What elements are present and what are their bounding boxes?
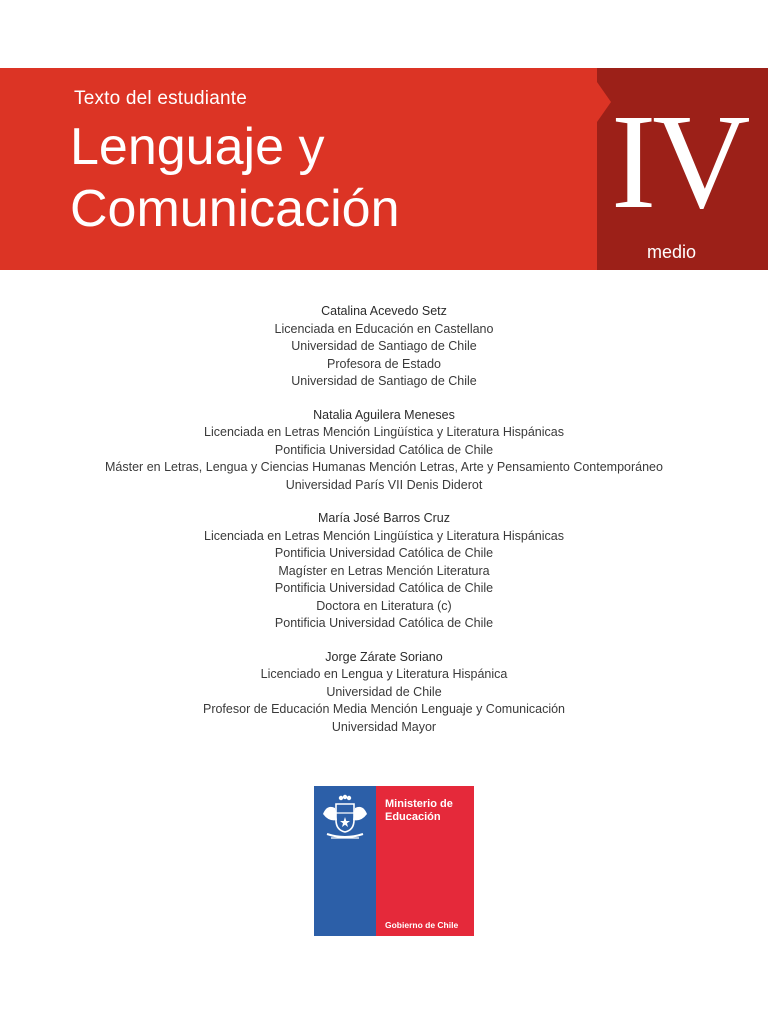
author-credential: Pontificia Universidad Católica de Chile xyxy=(274,442,494,457)
author-name: María José Barros Cruz xyxy=(318,511,450,525)
author-credential: Universidad París VII Denis Diderot xyxy=(285,477,483,492)
author-credential: Pontificia Universidad Católica de Chile xyxy=(274,546,494,560)
chile-coat-of-arms-icon xyxy=(319,794,371,842)
author-credential: Máster en Letras, Lengua y Ciencias Humanas Mención Letras, Arte y Pensamiento Contemporáneo xyxy=(105,460,663,474)
author-block xyxy=(0,303,768,391)
level-box xyxy=(597,68,768,270)
government-label: Gobierno de Chile xyxy=(385,920,459,930)
authors-list xyxy=(0,303,768,752)
notch-decoration xyxy=(597,82,611,122)
author-credential: Pontificia Universidad Católica de Chile xyxy=(274,581,494,595)
level-word: medio xyxy=(647,242,697,262)
author-credential: Profesor de Educación Media Mención Lenguaje y Comunicación xyxy=(202,702,566,716)
author-credential: Universidad de Santiago de Chile xyxy=(291,339,477,353)
author-credential: Licenciada en Letras Mención Lingüística y Literatura Hispánicas xyxy=(204,425,564,439)
author-credential: Licenciada en Letras Mención Lingüística y Literatura Hispánicas xyxy=(204,528,564,543)
ministry-logo xyxy=(314,786,474,936)
ministry-name xyxy=(385,798,453,824)
author-name: Natalia Aguilera Meneses xyxy=(313,407,455,422)
author-credential: Universidad de Chile xyxy=(326,684,442,699)
author-credential: Doctora en Literatura (c) xyxy=(316,598,452,613)
author-block xyxy=(0,407,768,495)
book-title xyxy=(70,116,400,240)
cover-banner xyxy=(0,68,768,270)
ministry-line-2: Educación xyxy=(385,811,441,823)
author-block xyxy=(0,649,768,737)
title-line-2: Comunicación xyxy=(70,180,400,238)
author-credential: Universidad Mayor xyxy=(331,719,437,734)
author-credential: Licenciada en Educación en Castellano xyxy=(274,321,494,336)
author-name: Jorge Zárate Soriano xyxy=(325,649,443,664)
author-credential: Profesora de Estado xyxy=(327,356,441,371)
author-name: Catalina Acevedo Setz xyxy=(321,304,447,318)
author-credential: Pontificia Universidad Católica de Chile xyxy=(274,616,494,630)
author-block xyxy=(0,510,768,633)
author-credential: Magíster en Letras Mención Literatura xyxy=(278,563,490,578)
author-credential: Universidad de Santiago de Chile xyxy=(291,374,477,388)
level-numeral: IV xyxy=(611,87,747,237)
title-line-1: Lenguaje y xyxy=(70,118,325,176)
author-credential: Licenciado en Lengua y Literatura Hispánica xyxy=(260,667,508,681)
ministry-line-1: Ministerio de xyxy=(385,798,453,810)
subtitle: Texto del estudiante xyxy=(74,88,248,109)
